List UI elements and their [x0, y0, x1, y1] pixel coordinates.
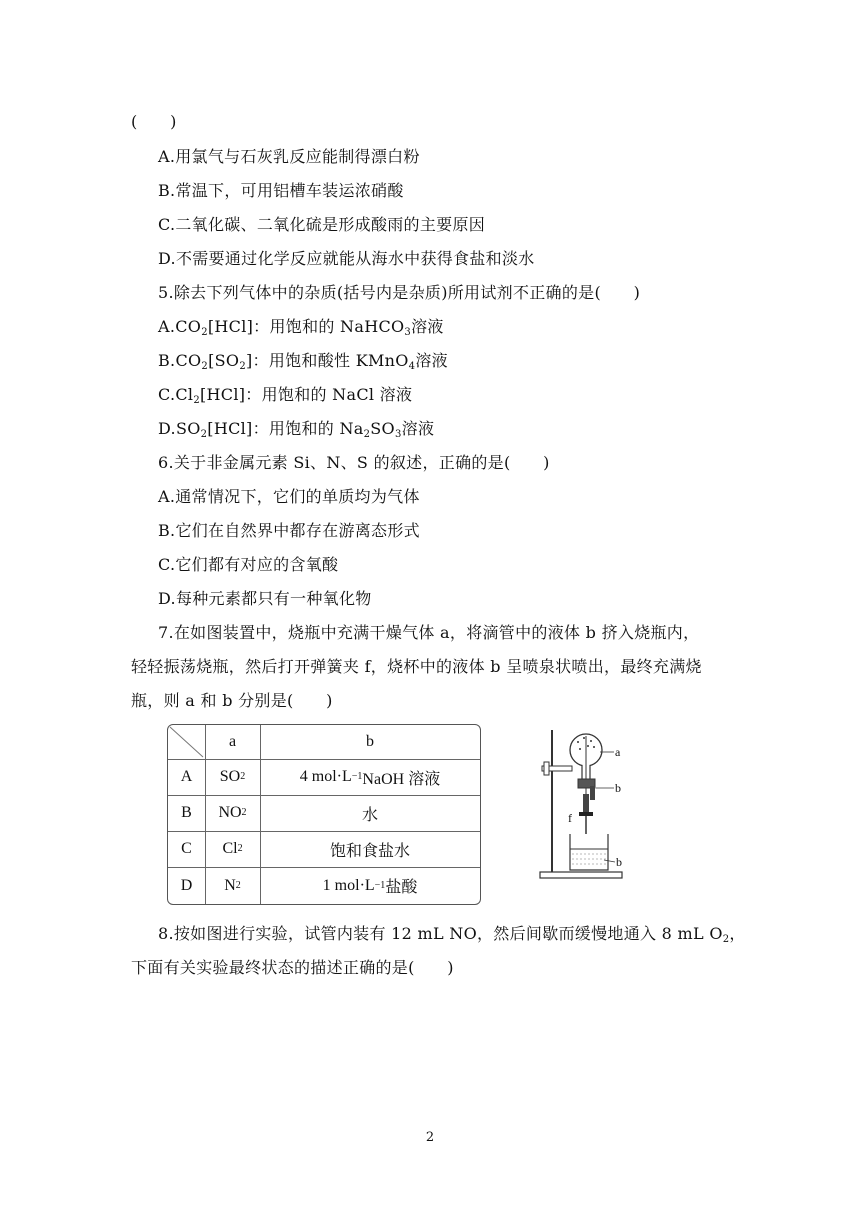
q4-option-a: A.用氯气与石灰乳反应能制得漂白粉 — [158, 147, 420, 166]
q8-stem-line1: 8.按如图进行实验，试管内装有 12 mL NO，然后间歇而缓慢地通入 8 mL $O_2$， — [158, 924, 746, 945]
q6-option-d: D.每种元素都只有一种氧化物 — [158, 589, 372, 608]
q5-stem: 5.除去下列气体中的杂质(括号内是杂质)所用试剂不正确的是( ) — [158, 283, 641, 302]
page-number: 2 — [425, 1130, 435, 1145]
q7-stem-line1: 7.在如图装置中，烧瓶中充满干燥气体 a，将滴管中的液体 b 挤入烧瓶内， — [158, 623, 700, 642]
label-b-dropper: b — [615, 781, 621, 795]
table-cell-a: SO 2 — [219, 768, 246, 785]
table-cell-b: 饱和食盐水 — [329, 842, 410, 860]
q6-option-a: A.通常情况下，它们的单质均为气体 — [158, 487, 420, 506]
table-cell-a: Cl 2 — [222, 840, 243, 857]
table-cell-b: 水 — [361, 806, 378, 824]
q6-option-c: C.它们都有对应的含氧酸 — [158, 555, 339, 574]
q5-option-c: $C.Cl_2[HCl]$：用饱和的 NaCl 溶液 — [158, 385, 413, 406]
q4-answer-paren: ( ) — [131, 112, 177, 131]
table-cell-b: 4 mol·L −1 NaOH 溶液 — [299, 768, 441, 788]
table-corner-diagonal — [168, 725, 205, 759]
q6-stem: 6.关于非金属元素 Si、N、S 的叙述，正确的是( ) — [158, 453, 550, 472]
label-a: a — [615, 745, 621, 759]
q4-option-d: D.不需要通过化学反应就能从海水中获得食盐和淡水 — [158, 249, 535, 268]
q6-option-b: B.它们在自然界中都存在游离态形式 — [158, 521, 420, 540]
table-row-label: B — [181, 804, 192, 821]
label-f: f — [568, 811, 572, 825]
q4-option-c: C.二氧化碳、二氧化硫是形成酸雨的主要原因 — [158, 215, 486, 234]
table-row-label: A — [180, 768, 193, 785]
table-header-a: a — [228, 733, 237, 750]
q8-stem-line2: 下面有关实验最终状态的描述正确的是( ) — [131, 958, 454, 977]
q4-option-b: B.常温下，可用铝槽车装运浓硝酸 — [158, 181, 404, 200]
table-row-label: C — [181, 840, 192, 857]
q7-stem-line3: 瓶，则 a 和 b 分别是( ) — [131, 691, 333, 710]
table-cell-a: N 2 — [224, 876, 241, 894]
label-b-beaker: b — [616, 855, 622, 869]
table-header-b: b — [366, 733, 374, 750]
q7-stem-line2: 轻轻振荡烧瓶，然后打开弹簧夹 f，烧杯中的液体 b 呈喷泉状喷出，最终充满烧 — [131, 657, 702, 676]
table-row-label: D — [180, 876, 193, 894]
table-cell-b: 1 mol·L −1 盐酸 — [322, 876, 418, 896]
q7-answer-table — [167, 724, 481, 905]
q5-option-b: $B.CO_2[SO_2]$：用饱和酸性 KMnO$_4$溶液 — [158, 351, 448, 372]
table-cell-a: NO 2 — [218, 804, 247, 821]
fountain-apparatus-figure — [530, 722, 640, 884]
q5-option-d: $D.SO_2[HCl]$：用饱和的 $Na_2SO_3$溶液 — [158, 419, 435, 440]
q5-option-a: $A.CO_2[HCl]$：用饱和的 NaHCO$_3$溶液 — [158, 317, 444, 338]
